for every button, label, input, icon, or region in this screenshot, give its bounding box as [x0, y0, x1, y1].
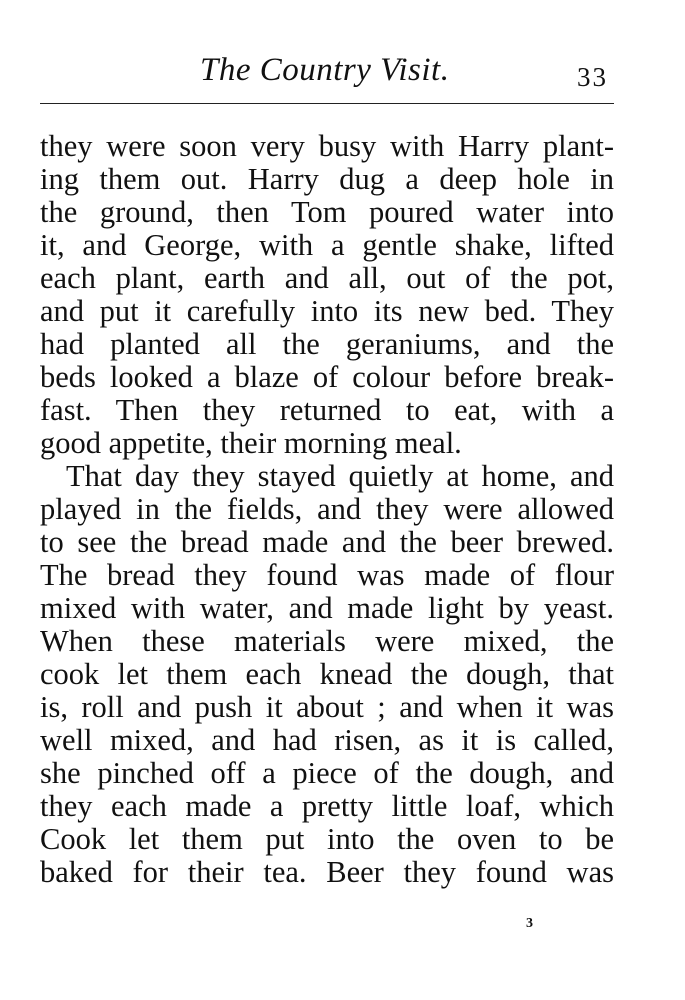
text-line: Cook let them put into the oven to be — [40, 822, 614, 856]
text-line: and put it carefully into its new bed. They — [40, 294, 614, 328]
text-line: they each made a pretty little loaf, which — [40, 789, 614, 823]
text-line: When these materials were mixed, the — [40, 624, 614, 658]
text-line: ing them out. Harry dug a deep hole in — [40, 162, 614, 196]
text-line: they were soon very busy with Harry plant- — [40, 129, 614, 163]
text-line: each plant, earth and all, out of the pot, — [40, 261, 614, 295]
text-line: That day they stayed quietly at home, and — [66, 459, 614, 493]
text-line: is, roll and push it about ; and when it was — [40, 690, 614, 724]
text-line: cook let them each knead the dough, that — [40, 657, 614, 691]
text-line: good appetite, their morning meal. — [40, 426, 462, 460]
text-line: baked for their tea. Beer they found was — [40, 855, 614, 889]
page-number: 33 — [577, 62, 608, 92]
page-header — [0, 52, 685, 98]
body-text — [40, 130, 614, 889]
text-line: she pinched off a piece of the dough, and — [40, 756, 614, 790]
text-line: had planted all the geraniums, and the — [40, 327, 614, 361]
text-line: to see the bread made and the beer brewed. — [40, 525, 614, 559]
header-rule — [40, 103, 614, 104]
text-line: the ground, then Tom poured water into — [40, 195, 614, 229]
text-line: played in the fields, and they were allowed — [40, 492, 614, 526]
text-line: beds looked a blaze of colour before break- — [40, 360, 614, 394]
text-line: well mixed, and had risen, as it is called, — [40, 723, 614, 757]
text-line: mixed with water, and made light by yeast. — [40, 591, 614, 625]
running-title: The Country Visit. — [200, 52, 450, 88]
signature-mark: 3 — [526, 916, 533, 931]
text-line: fast. Then they returned to eat, with a — [40, 393, 614, 427]
text-line: it, and George, with a gentle shake, lifted — [40, 228, 614, 262]
text-line: The bread they found was made of flour — [40, 558, 614, 592]
